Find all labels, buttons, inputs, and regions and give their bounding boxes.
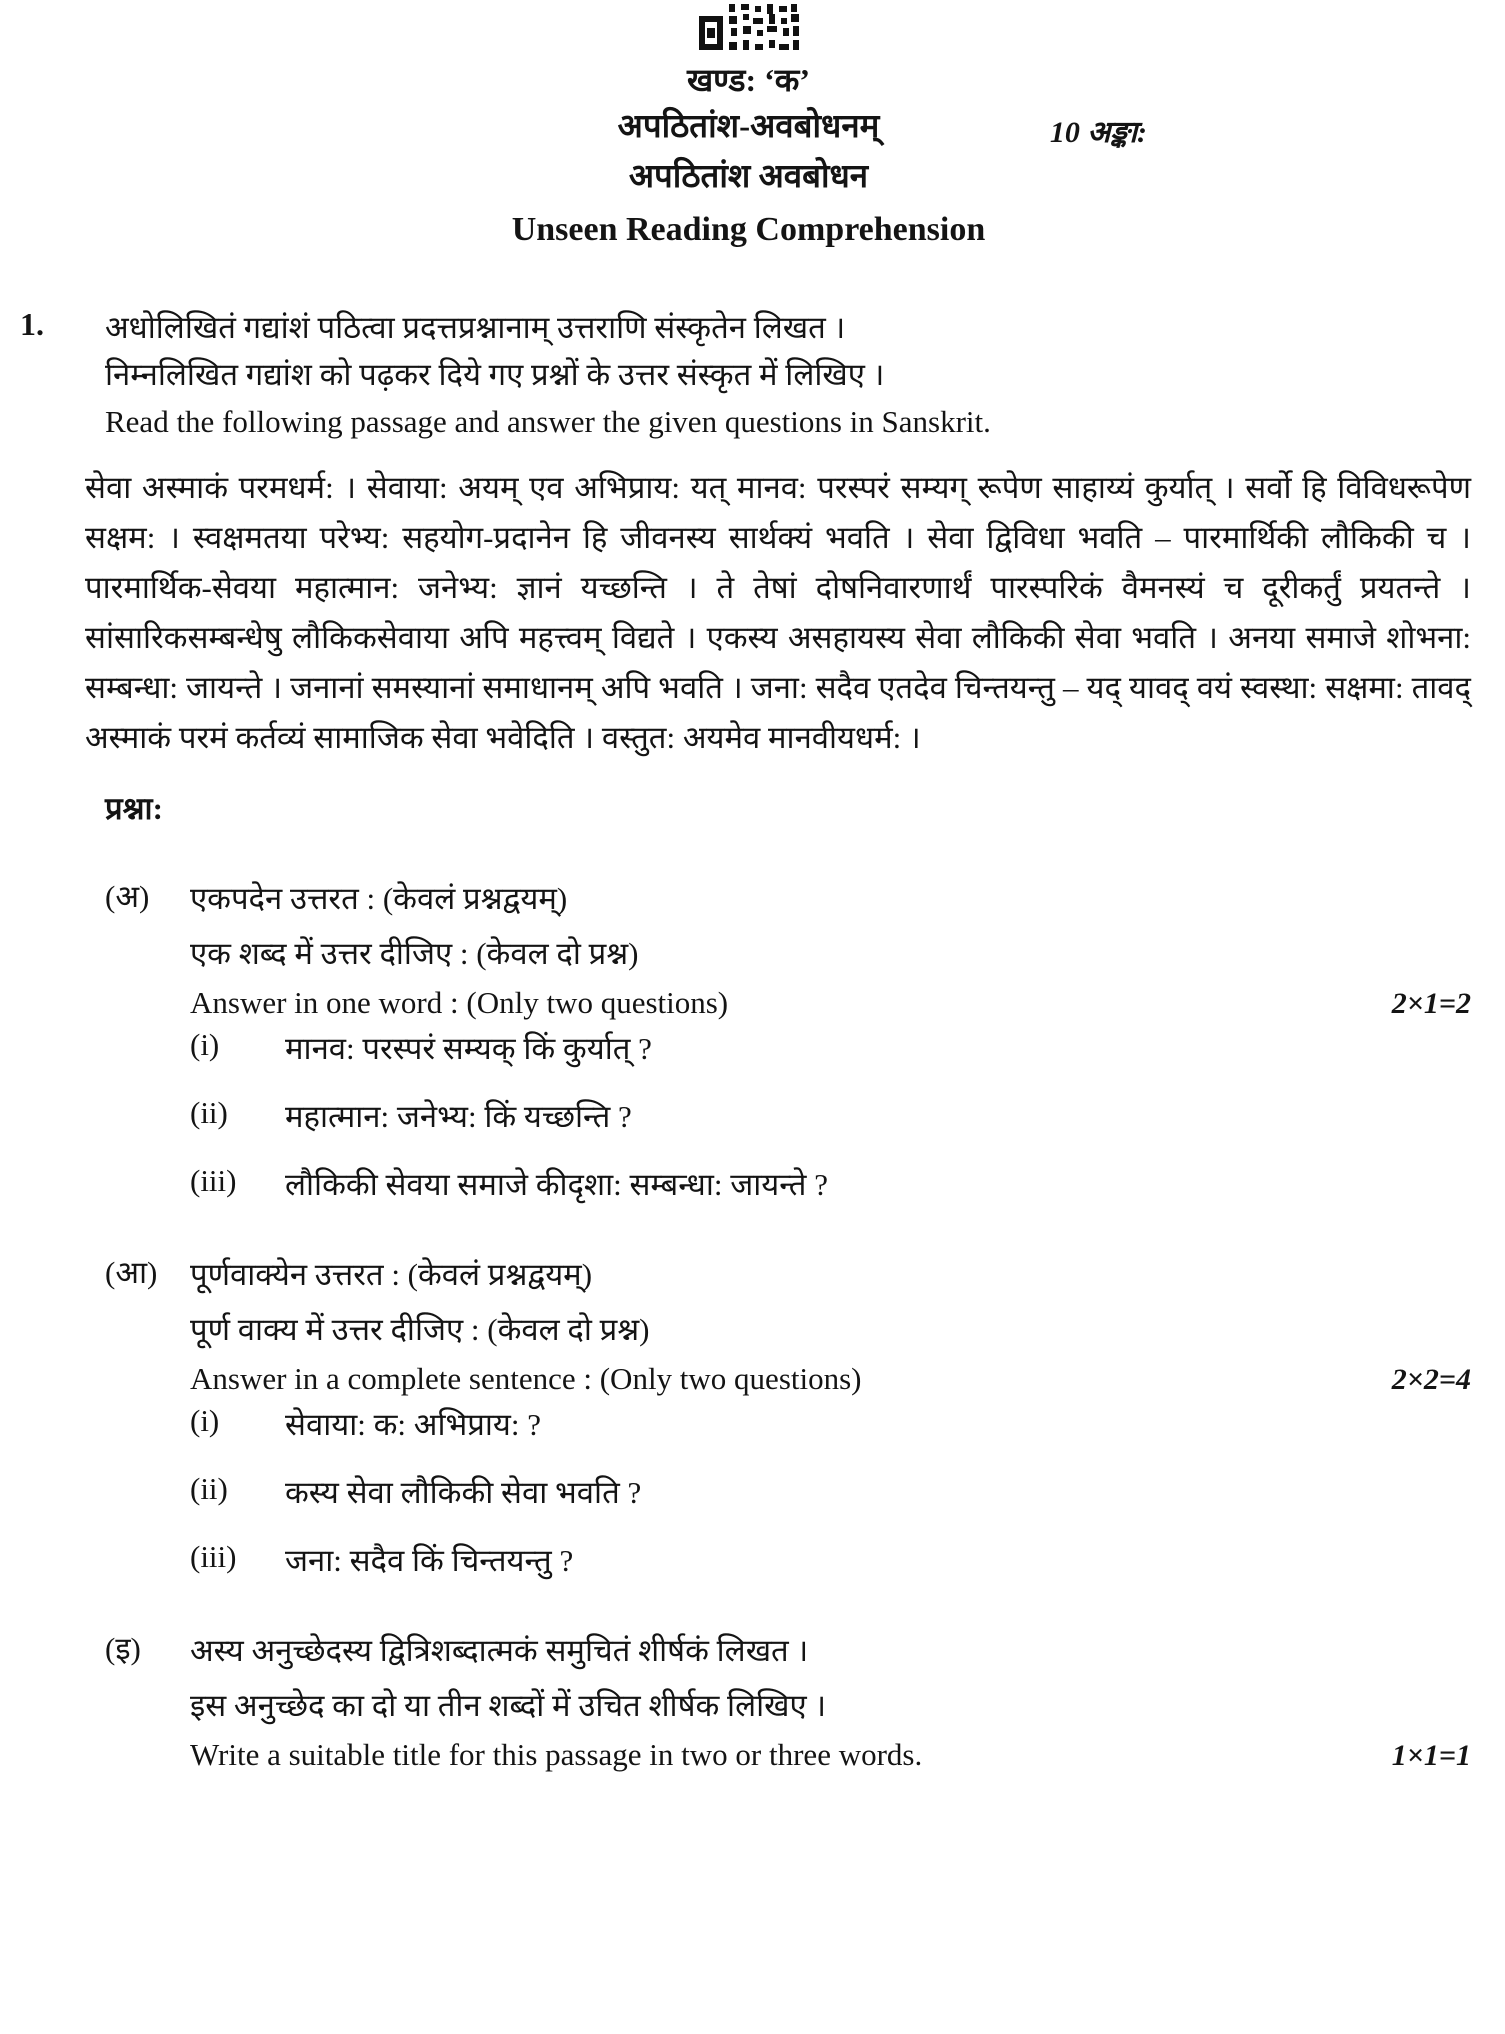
sub-question [190, 1095, 1471, 1137]
question-body [85, 304, 1477, 1773]
title-row [20, 102, 1477, 152]
subsection-i [105, 1627, 1471, 1773]
paper-title-hindi: अपठितांश अवबोधन [628, 159, 869, 195]
total-marks: 10 अङ्का: [1049, 116, 1147, 149]
subsection-label: (इ) [105, 1631, 141, 1666]
subsection-instruction-english: Write a suitable title for this passage in two or three words. [190, 1737, 923, 1772]
instruction-sanskrit: अधोलिखितं गद्यांशं पठित्वा प्रदत्तप्रश्नानाम् उत्तराणि संस्कृतेन लिखत । [105, 310, 846, 345]
subsection-a [105, 875, 1471, 1205]
subsection-instruction-english: Answer in a complete sentence : (Only two questions) [190, 1361, 862, 1396]
subsection-instruction-hindi: इस अनुच्छेद का दो या तीन शब्दों में उचित शीर्षक लिखिए । [190, 1688, 827, 1723]
subsection-label: (अ) [105, 879, 150, 914]
subsection-label: (आ) [105, 1255, 158, 1290]
subsection-instruction-sanskrit: एकपदेन उत्तरत : (केवलं प्रश्नद्वयम्) [190, 881, 568, 916]
questions-label: प्रश्ना: [105, 791, 163, 826]
sub-question-number: (ii) [190, 1095, 228, 1130]
paper-title-sanskrit: अपठितांश-अवबोधनम् [617, 109, 880, 145]
sub-question-text: सेवाया: क: अभिप्राय: ? [285, 1407, 542, 1442]
sub-question-number: (i) [190, 1403, 220, 1438]
question-1 [20, 304, 1477, 1773]
subsection-instruction-english: Answer in one word : (Only two questions) [190, 985, 729, 1020]
sub-question-number: (iii) [190, 1539, 237, 1574]
sub-question [190, 1403, 1471, 1445]
sub-question [190, 1539, 1471, 1581]
subsection-instruction-sanskrit: पूर्णवाक्येन उत्तरत : (केवलं प्रश्नद्वयम्) [190, 1257, 593, 1292]
qr-code-icon [699, 4, 799, 50]
marks-badge: 2×1=2 [1391, 987, 1471, 1020]
question-number: 1. [20, 306, 44, 342]
sub-question-text: लौकिकी सेवया समाजे कीदृशा: सम्बन्धा: जायन्ते ? [285, 1167, 828, 1202]
sub-question-text: जना: सदैव किं चिन्तयन्तु ? [285, 1543, 574, 1578]
marks-badge: 2×2=4 [1391, 1363, 1471, 1396]
paper-title-english: Unseen Reading Comprehension [511, 211, 986, 248]
sub-question-number: (i) [190, 1027, 220, 1062]
sub-question-text: कस्य सेवा लौकिकी सेवा भवति ? [285, 1475, 642, 1510]
sub-question [190, 1471, 1471, 1513]
section-heading: खण्ड: ‘क’ [686, 62, 811, 98]
qr-code-area [20, 4, 1477, 52]
sub-question-number: (ii) [190, 1471, 228, 1506]
subsection-instruction-sanskrit: अस्य अनुच्छेदस्य द्वित्रिशब्दात्मकं समुचितं शीर्षकं लिखत । [190, 1633, 809, 1668]
subsection-instruction-hindi: पूर्ण वाक्य में उत्तर दीजिए : (केवल दो प्रश्न) [190, 1312, 650, 1347]
reading-passage: सेवा अस्माकं परमधर्म: । सेवाया: अयम् एव अभिप्राय: यत् मानव: परस्परं सम्यग् रूपेण साहाय्यं कुर्यात् । सर्वो हि विविधरूपेण सक्षम: । स्वक्षमतया परेभ्य: सहयोग-प्रदानेन हि जीवनस्य सार्थक्यं भवति । सेवा द्विविधा भवति – पारमार्थिकी लौकिकी च । पारमार्थिक-सेवया महात्मान: जनेभ्य: ज्ञानं यच्छन्ति । ते तेषां दोषनिवारणार्थं पारस्परिकं वैमनस्यं च दूरीकर्तुं प्रयतन्ते । सांसारिकसम्बन्धेषु लौकिकसेवाया अपि महत्त्वम् विद्यते । एकस्य असहायस्य सेवा लौकिकी सेवा भवति । अनया समाजे शोभना: सम्बन्धा: जायन्ते । जनानां समस्यानां समाधानम् अपि भवति । जना: सदैव एतदेव चिन्तयन्तु – यद् यावद् वयं स्वस्था: सक्षमा: तावद् अस्माकं परमं कर्तव्यं सामाजिक सेवा भवेदिति । वस्तुत: अयमेव मानवीयधर्म: । [85, 470, 1471, 755]
sub-question [190, 1027, 1471, 1069]
sub-question-text: महात्मान: जनेभ्य: किं यच्छन्ति ? [285, 1099, 632, 1134]
marks-badge: 1×1=1 [1391, 1739, 1471, 1772]
instruction-hindi: निम्नलिखित गद्यांश को पढ़कर दिये गए प्रश्नों के उत्तर संस्कृत में लिखिए । [105, 357, 885, 392]
instruction-english: Read the following passage and answer the given questions in Sanskrit. [105, 404, 991, 439]
sub-question [190, 1163, 1471, 1205]
sub-question-text: मानव: परस्परं सम्यक् किं कुर्यात् ? [285, 1031, 652, 1066]
sub-question-number: (iii) [190, 1163, 237, 1198]
subsection-instruction-hindi: एक शब्द में उत्तर दीजिए : (केवल दो प्रश्न) [190, 936, 639, 971]
subsection-aa [105, 1251, 1471, 1581]
